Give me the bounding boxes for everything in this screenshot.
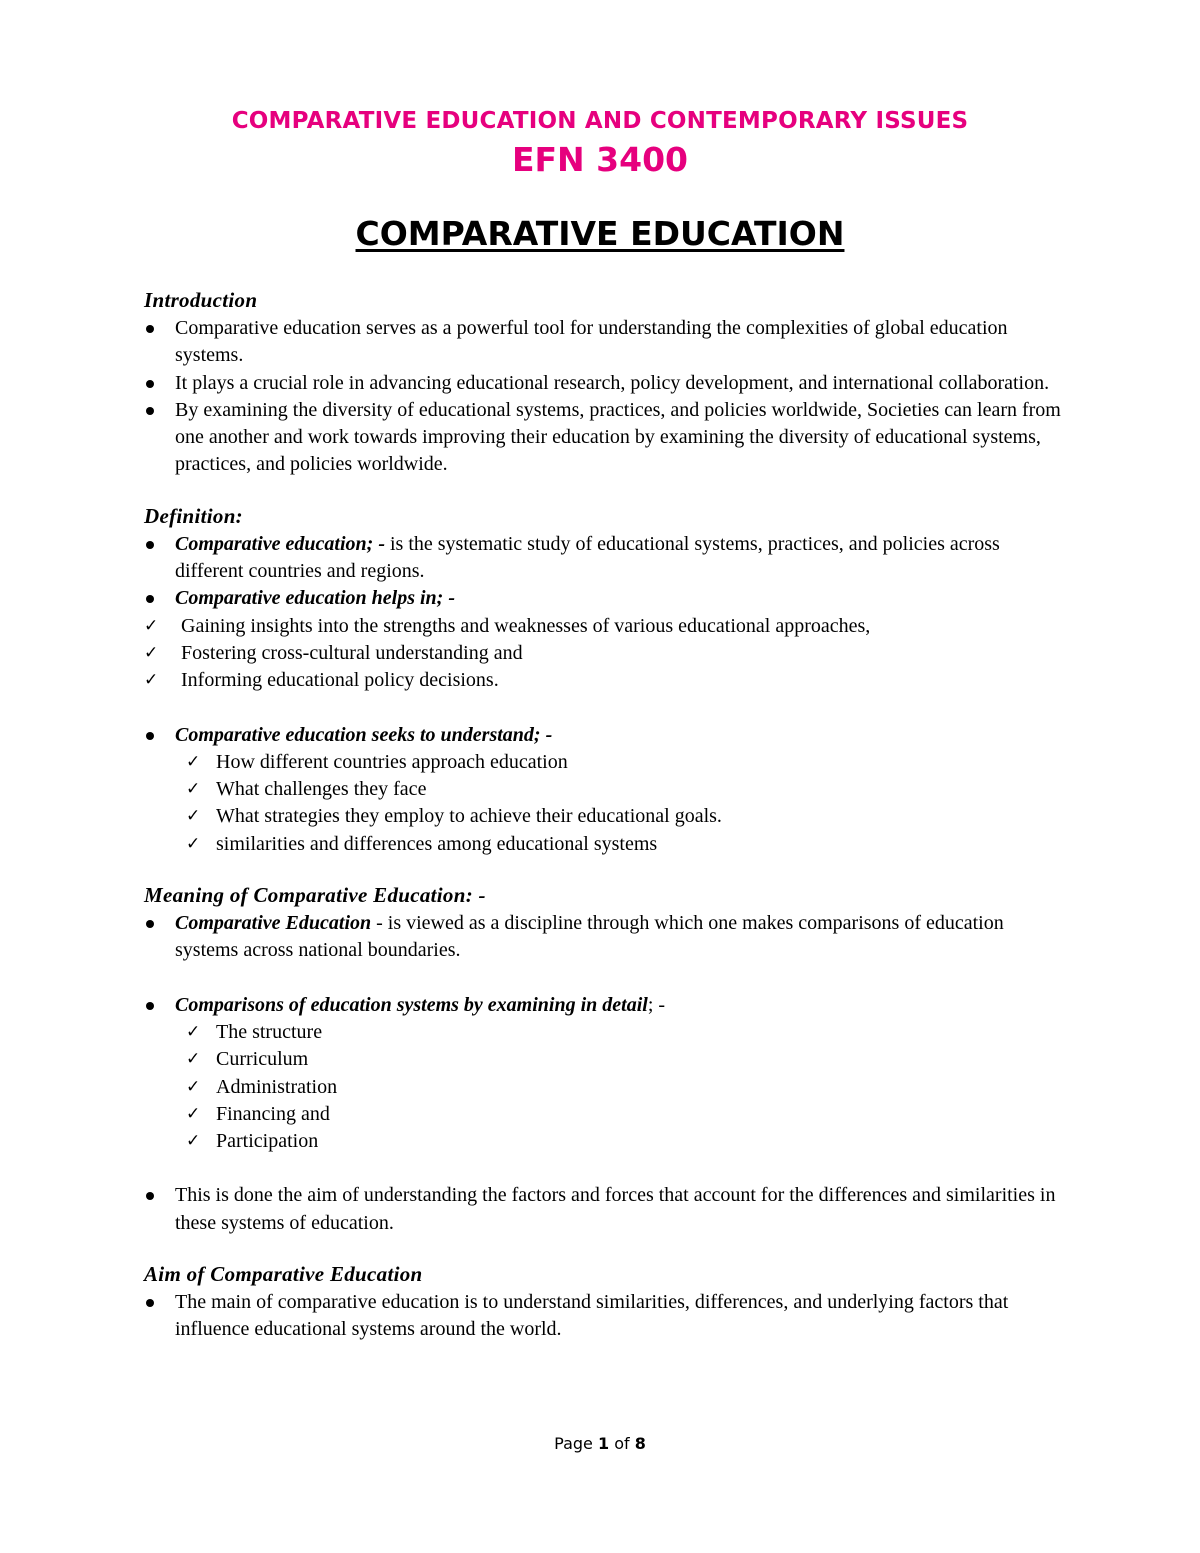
bullet-icon (146, 920, 154, 928)
bullet-icon (146, 732, 154, 740)
term-definition: is the systematic study of educational systems, practices, and policies across different countries and regions. (175, 532, 1000, 583)
list-item (144, 992, 1064, 1019)
seeks-list (144, 722, 1064, 749)
checklist-item (144, 831, 1064, 858)
checklist-item (144, 1046, 1064, 1073)
checkmark-icon: ✓ (186, 1131, 201, 1152)
bullet-icon (146, 325, 154, 333)
bullet-icon (146, 380, 154, 388)
checklist-item-text: Participation (216, 1130, 319, 1153)
checklist-item-text: Curriculum (216, 1048, 309, 1071)
checkmark-icon: ✓ (186, 833, 201, 854)
page-word: Page (554, 1434, 593, 1453)
checkmark-icon: ✓ (186, 1049, 201, 1070)
document-body (144, 285, 1064, 1344)
list-item (144, 1182, 1064, 1237)
checklist-item (144, 1128, 1064, 1155)
introduction-heading: Introduction (144, 288, 258, 312)
checklist-item (144, 640, 1064, 667)
list-item (144, 585, 1064, 612)
checklist-item-text: Fostering cross-cultural understanding and (181, 641, 523, 664)
checklist-item (144, 1101, 1064, 1128)
checklist-item-text: The structure (216, 1020, 323, 1043)
comparisons-list (144, 992, 1064, 1019)
checklist-item (144, 749, 1064, 776)
checklist-item (144, 613, 1064, 640)
term-suffix: ; - (647, 993, 666, 1016)
checkmark-icon: ✓ (186, 1103, 201, 1124)
meaning-heading: Meaning of Comparative Education: - (144, 883, 486, 908)
checkmark-icon: ✓ (186, 751, 201, 772)
page-current: 1 (597, 1434, 610, 1453)
list-item (144, 370, 1064, 397)
document-title: COMPARATIVE EDUCATION (355, 214, 845, 253)
page-footer (0, 1434, 1200, 1453)
list-item-text: Comparative education serves as a powerful tool for understanding the complexities of global education systems. (175, 317, 1008, 367)
checkmark-icon: ✓ (144, 670, 159, 691)
list-item (144, 397, 1064, 479)
checklist-item-text: How different countries approach education (216, 750, 568, 773)
checkmark-icon: ✓ (186, 1076, 201, 1097)
list-item-text: This is done the aim of understanding the factors and forces that account for the differences and similarities in these systems of education. (175, 1184, 1056, 1234)
list-item-text: The main of comparative education is to understand similarities, differences, and underlying factors that influence educational systems around the world. (175, 1291, 1009, 1341)
checklist-item-text: Gaining insights into the strengths and weaknesses of various educational approaches, (181, 614, 871, 637)
checklist-item (144, 667, 1064, 694)
checklist-item (144, 1074, 1064, 1101)
checkmark-icon: ✓ (186, 779, 201, 800)
checklist-item (144, 803, 1064, 830)
bullet-icon (146, 1002, 154, 1010)
term-label: Comparative education helps in; - (175, 587, 455, 610)
checklist-item-text: similarities and differences among educational systems (216, 832, 658, 855)
checklist-item-text: Financing and (216, 1102, 330, 1125)
bullet-icon (146, 407, 154, 415)
checkmark-icon: ✓ (144, 615, 159, 636)
page-total: 8 (634, 1434, 646, 1453)
list-item-text: It plays a crucial role in advancing educational research, policy development, and international collaboration. (175, 371, 1050, 394)
seeks-checklist (144, 749, 1064, 858)
checklist-item-text: Administration (216, 1075, 338, 1098)
checklist-item (144, 776, 1064, 803)
term-label: Comparative education seeks to understand; - (175, 723, 553, 746)
helps-in-checklist (144, 613, 1064, 695)
definition-list (144, 531, 1064, 613)
list-item (144, 1289, 1064, 1344)
aim-heading: Aim of Comparative Education (144, 1262, 423, 1287)
list-item (144, 910, 1064, 965)
bullet-icon (146, 595, 154, 603)
bullet-icon (146, 1299, 154, 1307)
checkmark-icon: ✓ (186, 1021, 201, 1042)
term-label: Comparative Education (175, 912, 372, 935)
aim-of-understanding-list (144, 1182, 1064, 1237)
term-label: Comparisons of education systems by examining in detail (175, 993, 648, 1016)
list-item (144, 531, 1064, 586)
checkmark-icon: ✓ (186, 806, 201, 827)
checkmark-icon: ✓ (144, 642, 159, 663)
course-code: EFN 3400 (511, 140, 689, 179)
course-title: COMPARATIVE EDUCATION AND CONTEMPORARY ISSUES (231, 108, 969, 134)
bullet-icon (146, 541, 154, 549)
checklist-item (144, 1019, 1064, 1046)
list-item-text: By examining the diversity of educational systems, practices, and policies worldwide, Societies can learn from one another and work towards improving their education by examining the diversity of educational systems, practices, and policies worldwide. (175, 398, 1061, 476)
term-label: Comparative education; - (175, 532, 385, 555)
definition-heading: Definition: (144, 503, 243, 528)
introduction-list (144, 315, 1064, 479)
list-item (144, 722, 1064, 749)
aim-list (144, 1289, 1064, 1344)
list-item (144, 315, 1064, 370)
meaning-list (144, 910, 1064, 965)
of-word: of (614, 1434, 630, 1453)
checklist-item-text: What challenges they face (216, 778, 427, 801)
checklist-item-text: What strategies they employ to achieve their educational goals. (216, 805, 722, 828)
checklist-item-text: Informing educational policy decisions. (181, 669, 499, 692)
term-definition: - is viewed as a discipline through which one makes comparisons of education systems across national boundaries. (175, 912, 1004, 962)
comparisons-checklist (144, 1019, 1064, 1155)
bullet-icon (146, 1192, 154, 1200)
